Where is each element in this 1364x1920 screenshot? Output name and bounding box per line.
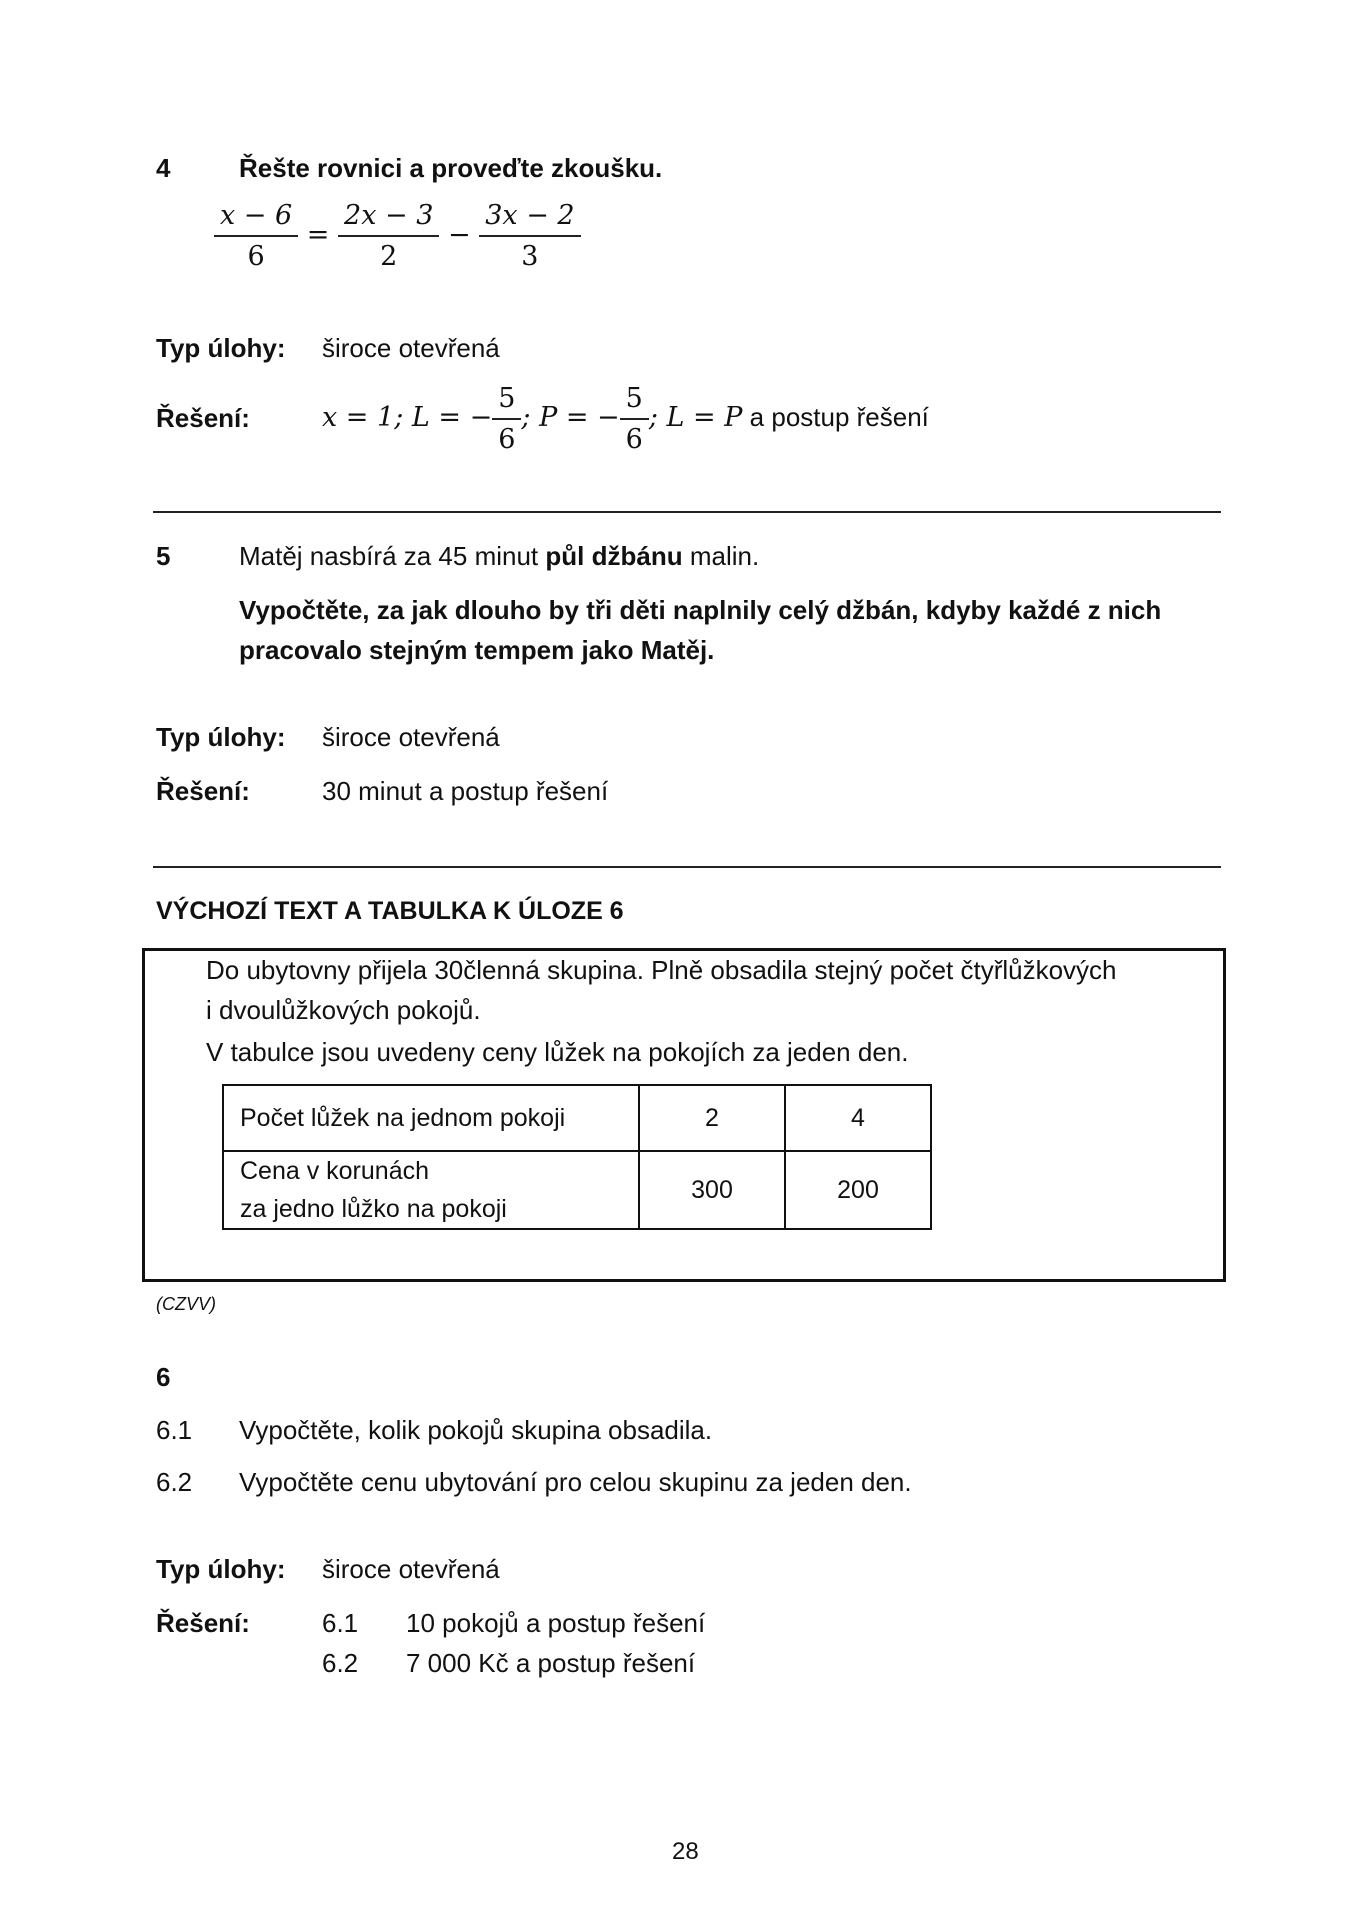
task6-type-value: široce otevřená: [322, 1554, 500, 1584]
task6-sub2-text: Vypočtěte cenu ubytování pro celou skupinu za jeden den.: [239, 1467, 912, 1497]
page-number: 28: [672, 1838, 699, 1865]
table-cell-row1-value1: 2: [639, 1085, 785, 1151]
task6-number: 6: [156, 1362, 171, 1392]
task6-sol1-text: 10 pokojů a postup řešení: [406, 1608, 706, 1638]
task6-solution-label: Řešení:: [156, 1608, 250, 1638]
term2-numerator: 3x − 2: [479, 200, 580, 237]
table-row: [223, 1085, 931, 1151]
term2-denominator: 3: [521, 241, 539, 272]
row2-label-line1: Cena v korunách: [240, 1157, 430, 1185]
divider-1: [153, 511, 1221, 513]
task6-type-label: Typ úlohy:: [156, 1554, 286, 1584]
task6-sol2-number: 6.2: [322, 1648, 359, 1678]
row2-label-line2: za jedno lůžko na pokoji: [240, 1195, 507, 1223]
task4-solution: [322, 383, 929, 455]
price-table: [222, 1084, 932, 1230]
task4-number: 4: [156, 153, 171, 183]
task6-sol1-number: 6.1: [322, 1608, 359, 1638]
divider-2: [153, 866, 1221, 868]
task4-prompt: Řešte rovnici a proveďte zkoušku.: [239, 153, 663, 183]
table-cell-row2-value1: 300: [639, 1151, 785, 1229]
table-cell-row2-label: [223, 1151, 639, 1229]
term1-numerator: 2x − 3: [338, 200, 439, 237]
lhs-numerator: x − 6: [214, 200, 298, 237]
solution-tail: a postup řešení: [749, 401, 929, 432]
task6-intro-line2: i dvoulůžkových pokojů.: [206, 995, 481, 1025]
task5-text-bold: půl džbánu: [545, 541, 683, 571]
table-cell-row1-value2: 4: [785, 1085, 931, 1151]
task5-question-line2: pracovalo stejným tempem jako Matěj.: [239, 635, 715, 665]
table-row: [223, 1151, 931, 1229]
equation-term2-fraction: [479, 200, 580, 272]
task5-solution-value: 30 minut a postup řešení: [322, 776, 609, 806]
solution-part3: ; L = P: [648, 401, 743, 433]
task6-source: (CZVV): [156, 1294, 216, 1314]
task6-sub1-text: Vypočtěte, kolik pokojů skupina obsadila.: [239, 1415, 713, 1445]
task6-intro-line1: Do ubytovny přijela 30členná skupina. Plně obsadila stejný počet čtyřlůžkových: [206, 955, 1117, 985]
task5-text-pre: Matěj nasbírá za 45 minut: [239, 541, 539, 571]
equation-lhs-fraction: [214, 200, 298, 272]
task4-type-value: široce otevřená: [322, 333, 500, 363]
equals-sign: =: [306, 219, 330, 251]
task4-solution-label: Řešení:: [156, 403, 250, 433]
task5-text-post: malin.: [689, 541, 760, 571]
table-cell-row2-value2: 200: [785, 1151, 931, 1229]
term1-denominator: 2: [380, 241, 398, 272]
task6-sub1-number: 6.1: [156, 1415, 193, 1445]
solution-fraction-2: [620, 383, 649, 455]
solution-f1-denominator: 6: [498, 424, 516, 455]
minus-sign: −: [447, 219, 471, 251]
solution-part2: ; P = −: [521, 401, 620, 433]
task5-type-value: široce otevřená: [322, 722, 500, 752]
task5-text: [239, 541, 759, 572]
task6-intro-line3: V tabulce jsou uvedeny ceny lůžek na pokojích za jeden den.: [206, 1037, 909, 1067]
task4-equation: [214, 200, 581, 272]
solution-f2-numerator: 5: [620, 383, 649, 420]
task6-heading: VÝCHOZÍ TEXT A TABULKA K ÚLOZE 6: [156, 897, 624, 925]
solution-f2-denominator: 6: [625, 424, 643, 455]
equation-term1-fraction: [338, 200, 439, 272]
task5-question-line1: Vypočtěte, za jak dlouho by tři děti naplnily celý džbán, kdyby každé z nich: [239, 595, 1162, 625]
table-cell-row1-label: Počet lůžek na jednom pokoji: [223, 1085, 639, 1151]
lhs-denominator: 6: [247, 241, 265, 272]
task5-number: 5: [156, 541, 171, 571]
task4-type-label: Typ úlohy:: [156, 333, 286, 363]
solution-part1: x = 1; L = −: [322, 401, 493, 433]
task5-solution-label: Řešení:: [156, 776, 250, 806]
task6-sol2-text: 7 000 Kč a postup řešení: [406, 1648, 696, 1678]
task5-type-label: Typ úlohy:: [156, 722, 286, 752]
task6-sub2-number: 6.2: [156, 1467, 193, 1497]
solution-f1-numerator: 5: [492, 383, 521, 420]
solution-fraction-1: [492, 383, 521, 455]
